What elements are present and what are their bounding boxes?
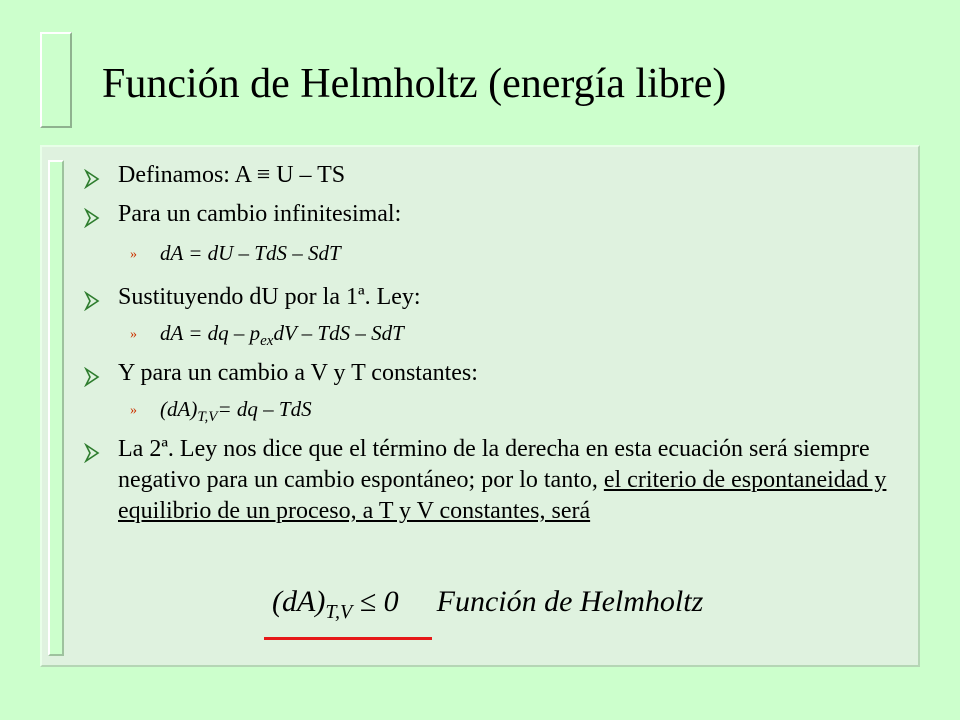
item-sustituyendo: Sustituyendo dU por la 1ª. Ley: — [118, 284, 421, 310]
sub-bullet-glyph: » — [130, 247, 137, 262]
equation-dA-TV: $(dA)_{T,V}=$ dq – TdS — [160, 397, 312, 426]
formula-name: Función de Helmholtz — [436, 585, 704, 618]
equation-dA-substituted: dA = dq – $p_{ex}dV$ – TdS – SdT — [160, 321, 404, 350]
arrowhead-bullet-icon — [84, 443, 100, 463]
arrowhead-bullet-icon — [84, 367, 100, 387]
sub-bullet-glyph: » — [130, 403, 137, 418]
item-definamos: Definamos: A ≡ U – TS — [118, 162, 346, 188]
content-side-decoration — [48, 160, 64, 656]
equation-dA: dA = dU – TdS – SdT — [160, 241, 341, 265]
sub-bullet-glyph: » — [130, 327, 137, 342]
item-cambio-infinitesimal: Para un cambio infinitesimal: — [118, 201, 402, 227]
arrowhead-bullet-icon — [84, 169, 100, 189]
arrowhead-bullet-icon — [84, 208, 100, 228]
slide-title: Función de Helmholtz (energía libre) — [102, 61, 727, 107]
item-constantes: Y para un cambio a V y T constantes: — [118, 360, 478, 386]
arrowhead-bullet-icon — [84, 291, 100, 311]
helmholtz-criterion: $(dA)_{T,V} \le 0$ Función de Helmholtz — [272, 585, 704, 623]
criterion-underlined: el criterio de espontaneidad y equilibrio de un proceso, a T y V constantes, será — [118, 467, 887, 524]
item-segunda-ley: La 2ª. Ley nos dice que el término de la derecha en esta ecuación será siempre negativo para un cambio espontáneo; por lo tanto, el criterio de espontaneidad y equilibrio de un proceso, a T y V constantes, será — [118, 436, 887, 524]
title-decoration — [40, 32, 72, 128]
accent-underline — [264, 637, 432, 640]
